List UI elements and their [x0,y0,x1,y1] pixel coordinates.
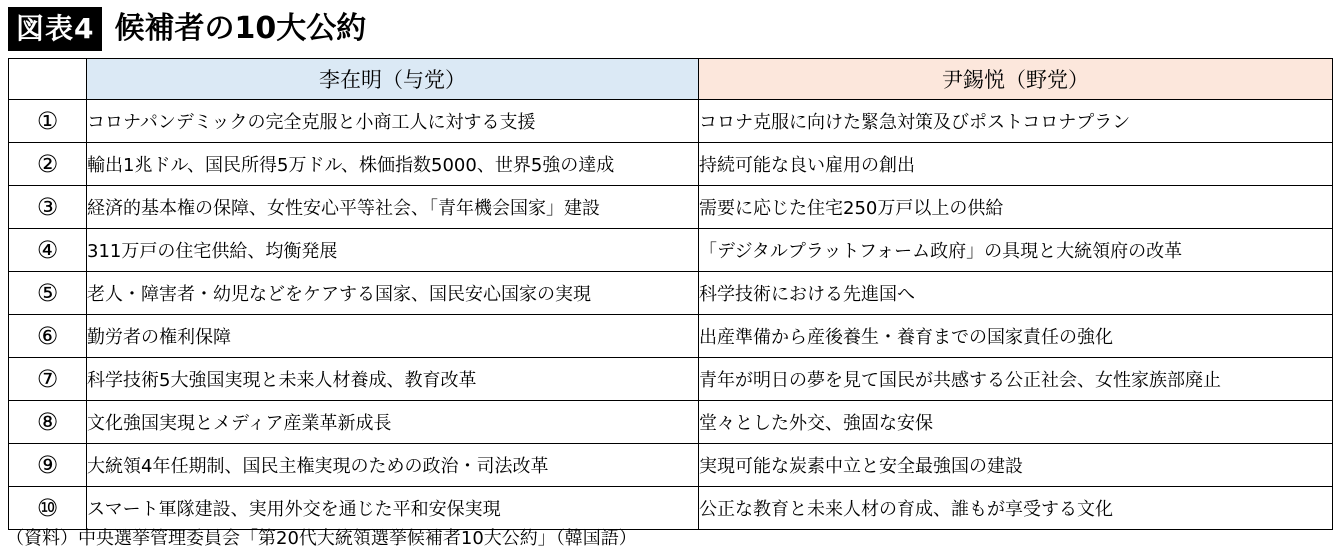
pledge-lee: コロナパンデミックの完全克服と小商工人に対する支援 [87,100,699,143]
table-row [9,229,1333,272]
pledge-lee: 科学技術5大強国実現と未来人材養成、教育改革 [87,358,699,401]
table-row [9,186,1333,229]
pledge-lee: 経済的基本権の保障、女性安心平等社会、「青年機会国家」建設 [87,186,699,229]
pledge-lee: 311万戸の住宅供給、均衡発展 [87,229,699,272]
figure-title: 候補者の10大公約 [114,11,367,46]
table-row [9,143,1333,186]
row-number: ⑧ [9,401,87,444]
table-row [9,358,1333,401]
pledge-lee: 大統領4年任期制、国民主権実現のための政治・司法改革 [87,444,699,487]
pledge-yoon: 青年が明日の夢を見て国民が共感する公正社会、女性家族部廃止 [699,358,1333,401]
pledge-yoon: 需要に応じた住宅250万戸以上の供給 [699,186,1333,229]
table-row [9,487,1333,530]
pledges-table [8,58,1333,530]
row-number: ③ [9,186,87,229]
row-number: ⑥ [9,315,87,358]
pledge-lee: 勤労者の権利保障 [87,315,699,358]
pledge-yoon: 実現可能な炭素中立と安全最強国の建設 [699,444,1333,487]
table-row [9,272,1333,315]
pledge-yoon: 公正な教育と未来人材の育成、誰もが享受する文化 [699,487,1333,530]
pledge-yoon: 堂々とした外交、強固な安保 [699,401,1333,444]
row-number: ⑩ [9,487,87,530]
column-header-yoon: 尹錫悦（野党） [699,59,1333,100]
table-row [9,401,1333,444]
source-note: （資料）中央選挙管理委員会「第20代大統領選挙候補者10大公約」（韓国語） [6,528,637,549]
row-number: ⑦ [9,358,87,401]
row-number: ⑤ [9,272,87,315]
pledge-lee: 老人・障害者・幼児などをケアする国家、国民安心国家の実現 [87,272,699,315]
corner-cell [9,59,87,100]
row-number: ① [9,100,87,143]
table-row [9,100,1333,143]
column-header-lee: 李在明（与党） [87,59,699,100]
figure-header [8,7,366,51]
pledge-yoon: コロナ克服に向けた緊急対策及びポストコロナプラン [699,100,1333,143]
pledge-yoon: 「デジタルプラットフォーム政府」の具現と大統領府の改革 [699,229,1333,272]
pledge-lee: スマート軍隊建設、実用外交を通じた平和安保実現 [87,487,699,530]
pledge-lee: 文化強国実現とメディア産業革新成長 [87,401,699,444]
row-number: ④ [9,229,87,272]
table-header-row [9,59,1333,100]
figure-badge: 図表4 [8,7,102,51]
pledge-yoon: 科学技術における先進国へ [699,272,1333,315]
pledge-yoon: 出産準備から産後養生・養育までの国家責任の強化 [699,315,1333,358]
table-row [9,444,1333,487]
pledge-yoon: 持続可能な良い雇用の創出 [699,143,1333,186]
table-row [9,315,1333,358]
row-number: ⑨ [9,444,87,487]
row-number: ② [9,143,87,186]
pledge-lee: 輸出1兆ドル、国民所得5万ドル、株価指数5000、世界5強の達成 [87,143,699,186]
